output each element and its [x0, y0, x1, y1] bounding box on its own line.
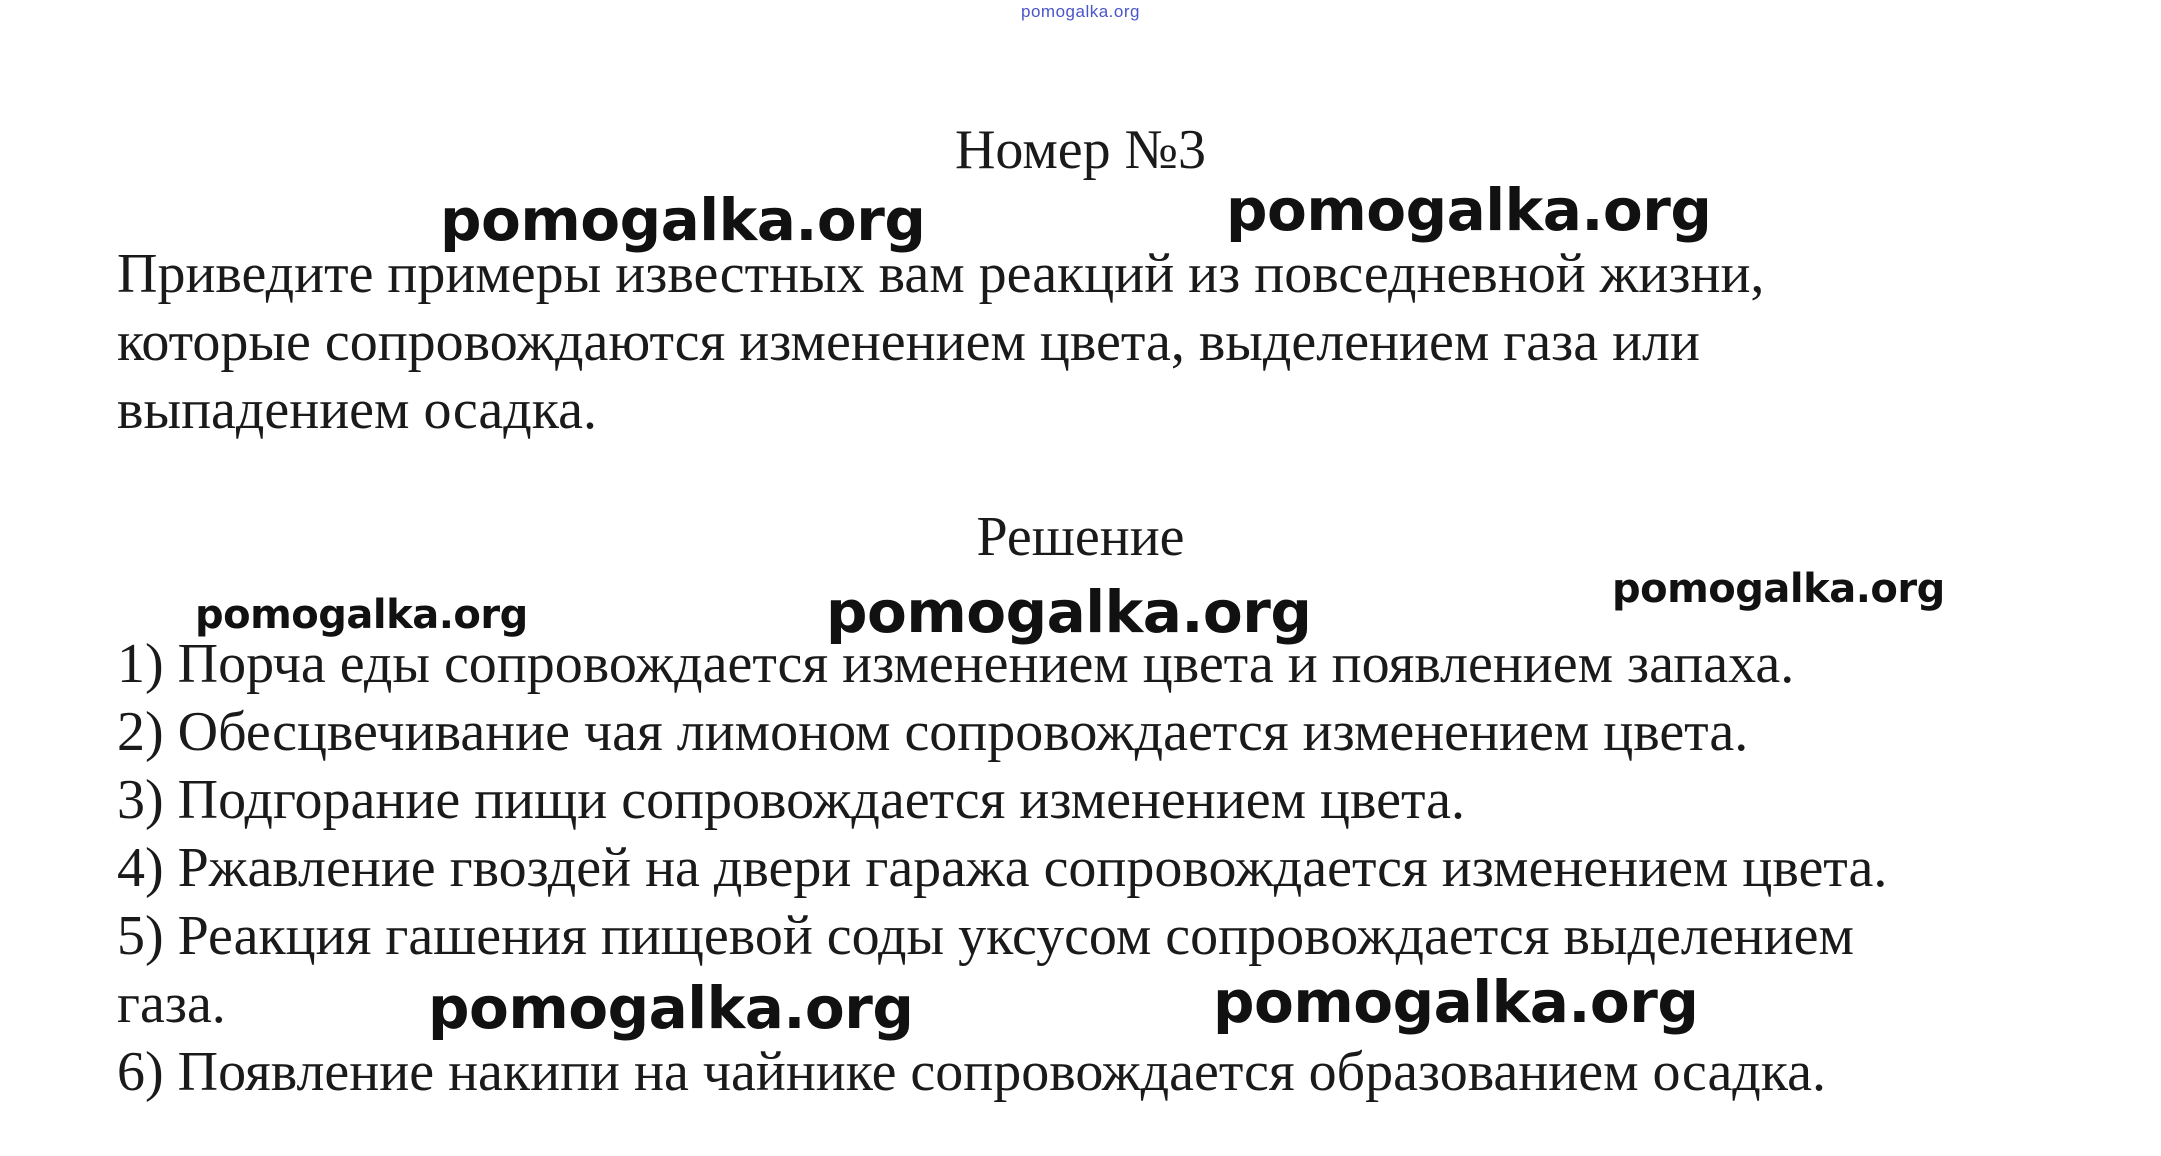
solution-line: 4) Ржавление гвоздей на двери гаража сопровождается изменением цвета.: [117, 837, 1888, 899]
watermark: pomogalka.org: [428, 974, 914, 1042]
watermark: pomogalka.org: [1612, 566, 1945, 612]
question-line: выпадением осадка.: [117, 379, 597, 441]
solution-line: 6) Появление накипи на чайнике сопровождается образованием осадка.: [117, 1041, 1827, 1103]
solution-line: 5) Реакция гашения пищевой соды уксусом сопровождается выделением: [117, 905, 1854, 967]
question-text: [117, 240, 2067, 444]
watermark: pomogalka.org: [826, 578, 1312, 646]
question-line: Приведите примеры известных вам реакций из повседневной жизни,: [117, 243, 1765, 305]
watermark: pomogalka.org: [1213, 968, 1699, 1036]
watermark: pomogalka.org: [195, 592, 528, 638]
solution-line: 1) Порча еды сопровождается изменением цвета и появлением запаха.: [117, 633, 1795, 695]
solution-list: [117, 630, 2067, 1106]
problem-title: Номер №3: [954, 119, 1207, 181]
watermark: pomogalka.org: [1226, 176, 1712, 244]
question-line: которые сопровождаются изменением цвета, выделением газа или: [117, 311, 1700, 373]
solution-heading: Решение: [976, 506, 1185, 568]
solution-line: 2) Обесцвечивание чая лимоном сопровождается изменением цвета.: [117, 701, 1749, 763]
site-link[interactable]: pomogalka.org: [1021, 2, 1140, 21]
solution-line: газа.: [117, 973, 226, 1035]
watermark: pomogalka.org: [440, 186, 926, 254]
solution-line: 3) Подгорание пищи сопровождается изменением цвета.: [117, 769, 1465, 831]
